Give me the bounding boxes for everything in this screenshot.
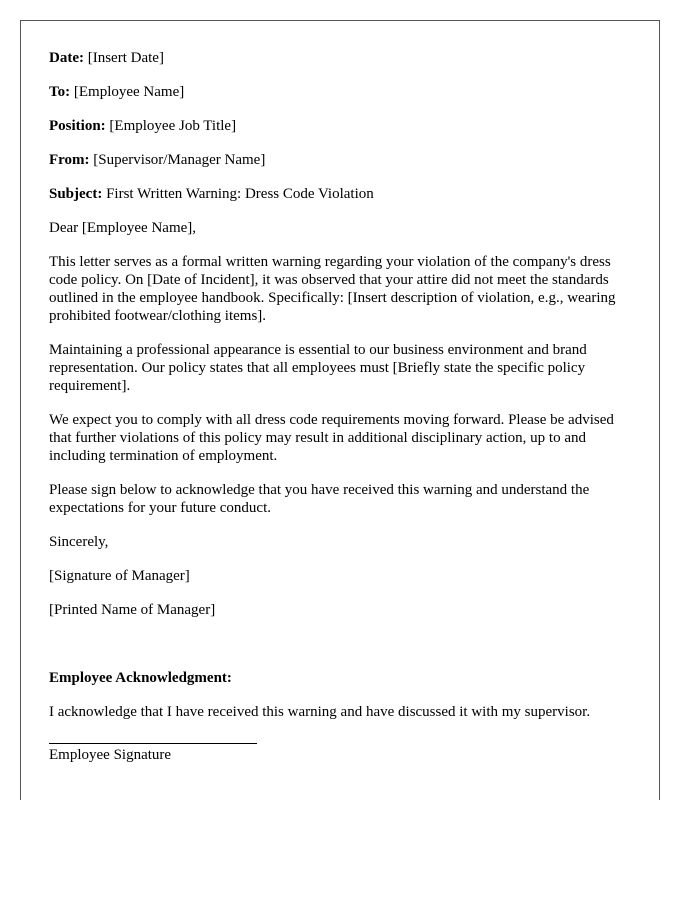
manager-printed-name-placeholder: [Printed Name of Manager] [49, 602, 216, 618]
from-label: From: [49, 152, 90, 168]
from-line [49, 151, 635, 169]
acknowledgment-heading: Employee Acknowledgment: [49, 670, 232, 686]
body-paragraph-4: Please sign below to acknowledge that you have received this warning and understand the expectations for your future conduct. [49, 482, 590, 516]
date-line [49, 49, 635, 67]
body-paragraph-2: Maintaining a professional appearance is essential to our business environment and brand representation. Our policy states that all employees must [Briefly state the specific policy requirement]. [49, 342, 587, 394]
subject-value: First Written Warning: Dress Code Violation [106, 186, 374, 202]
employee-signature-line [49, 743, 257, 744]
closing: Sincerely, [49, 534, 109, 550]
warning-letter [20, 20, 660, 800]
position-line [49, 117, 635, 135]
subject-label: Subject: [49, 186, 103, 202]
acknowledgment-statement: I acknowledge that I have received this warning and have discussed it with my supervisor. [49, 704, 591, 720]
position-value: [Employee Job Title] [109, 118, 237, 134]
from-value: [Supervisor/Manager Name] [93, 152, 266, 168]
section-spacer [49, 635, 635, 669]
manager-signature-placeholder: [Signature of Manager] [49, 568, 190, 584]
salutation: Dear [Employee Name], [49, 220, 197, 236]
body-paragraph-3: We expect you to comply with all dress code requirements moving forward. Please be advised that further violations of this policy may result in additional disciplinary action, up to and including termination of employment. [49, 412, 614, 464]
to-line [49, 83, 635, 101]
to-value: [Employee Name] [73, 84, 185, 100]
body-paragraph-1: This letter serves as a formal written warning regarding your violation of the company's dress code policy. On [Date of Incident], it was observed that your attire did not meet the standards outlined in the employee handbook. Specifically: [Insert description of violation, e.g., wearing prohibited footwear/clothing items]. [49, 254, 616, 324]
to-label: To: [49, 84, 71, 100]
position-label: Position: [49, 118, 106, 134]
subject-line [49, 185, 635, 203]
date-value: [Insert Date] [87, 50, 164, 66]
date-label: Date: [49, 50, 84, 66]
employee-signature-label: Employee Signature [49, 747, 172, 763]
